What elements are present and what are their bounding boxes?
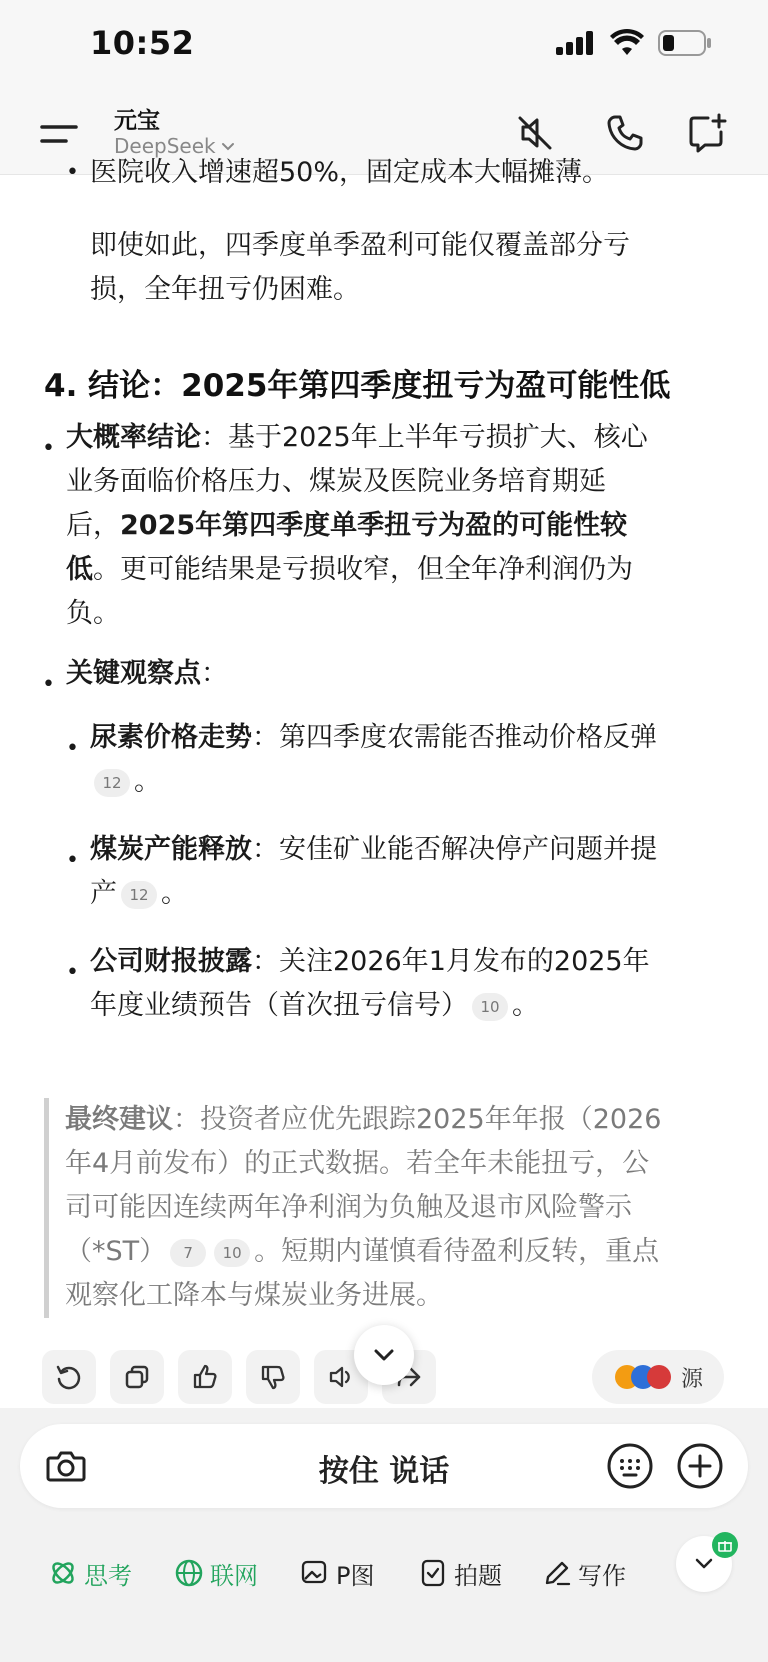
final-text: （*ST） — [65, 1236, 167, 1267]
quote-line — [65, 1098, 735, 1142]
menu-icon — [40, 114, 80, 154]
final-text: ：投资者应优先跟踪2025年年报（2026 — [173, 1104, 662, 1135]
key-point-text: ：第四季度农需能否推动价格反弹 — [252, 722, 657, 753]
battery-icon — [658, 30, 712, 56]
key-point-line — [90, 828, 657, 872]
chevron-down-icon — [371, 1342, 397, 1368]
chevron-down-icon — [692, 1552, 716, 1576]
message-content — [0, 157, 768, 1408]
think-icon — [48, 1558, 78, 1588]
wifi-icon — [610, 30, 644, 56]
menu-button[interactable] — [40, 114, 80, 154]
punct: 。 — [512, 990, 539, 1021]
key-points-label: 关键观察点 — [66, 658, 201, 689]
model-name: DeepSeek — [114, 134, 216, 158]
key-point-line — [90, 716, 657, 760]
tool-writing[interactable] — [542, 1548, 626, 1598]
conclusion-text: 基于2025年上半年亏损扩大、核心 — [228, 422, 648, 453]
conclusion-line — [66, 416, 648, 460]
scroll-to-bottom-button[interactable] — [354, 1325, 414, 1385]
tool-think[interactable] — [48, 1548, 132, 1598]
new-chat-button[interactable] — [684, 110, 730, 156]
status-icons — [556, 30, 712, 56]
colon: ： — [201, 422, 228, 453]
voice-input-bar[interactable] — [20, 1424, 748, 1508]
thumbs-down-icon — [259, 1363, 287, 1391]
conclusion-line — [66, 504, 627, 548]
status-bar — [0, 0, 768, 92]
conclusion-bold: 低 — [66, 554, 93, 585]
image-edit-icon — [300, 1558, 330, 1588]
plus-icon — [676, 1442, 724, 1490]
conclusion-text: 。更可能结果是亏损收窄，但全年净利润仍为 — [93, 554, 633, 585]
conclusion-text: 后， — [66, 510, 120, 541]
final-recommendation-quote — [44, 1098, 739, 1318]
speaker-icon — [327, 1363, 355, 1391]
tool-label: 联网 — [210, 1561, 258, 1590]
citation-badge[interactable]: 10 — [472, 993, 508, 1021]
key-point-line — [90, 940, 650, 984]
pen-icon — [542, 1558, 572, 1588]
key-point-label: 公司财报披露 — [90, 946, 252, 977]
signal-icon — [556, 31, 596, 55]
citation-badge[interactable]: 7 — [170, 1239, 206, 1267]
new-chat-icon — [686, 112, 728, 154]
gift-badge — [712, 1532, 738, 1558]
punct: 。 — [134, 766, 161, 797]
tool-image-edit[interactable] — [300, 1548, 374, 1598]
phone-call-button[interactable] — [602, 110, 648, 156]
dislike-button[interactable] — [246, 1350, 300, 1404]
hold-to-talk-label[interactable]: 按住 说话 — [318, 1454, 450, 1489]
tool-label: 拍题 — [454, 1561, 502, 1590]
sources-button[interactable] — [592, 1350, 724, 1404]
citation-badge[interactable]: 12 — [94, 769, 130, 797]
key-point-label: 煤炭产能释放 — [90, 834, 252, 865]
quote-line: 年4月前发布）的正式数据。若全年未能扭亏，公 — [65, 1148, 650, 1179]
thumbs-up-icon — [191, 1363, 219, 1391]
phone-icon — [605, 113, 645, 153]
status-time: 10:52 — [90, 24, 195, 62]
copy-button[interactable] — [110, 1350, 164, 1404]
bullet-dot: • — [42, 672, 55, 697]
mute-voice-button[interactable] — [512, 110, 558, 156]
key-point-line — [90, 984, 539, 1028]
bullet-dot: • — [66, 848, 79, 873]
citation-badge[interactable]: 12 — [121, 881, 157, 909]
section-heading: 4. 结论：2025年第四季度扭亏为盈可能性低 — [44, 368, 671, 404]
tool-label: 思考 — [84, 1561, 132, 1590]
mute-speaker-icon — [515, 113, 555, 153]
bullet-dot: • — [66, 160, 79, 185]
quote-line: 司可能因连续两年净利润为负触及退市风险警示 — [65, 1192, 632, 1223]
quote-line: 观察化工降本与煤炭业务进展。 — [65, 1280, 443, 1311]
source-logos-icon — [613, 1363, 673, 1391]
gift-icon — [717, 1537, 733, 1553]
refresh-icon — [55, 1363, 83, 1391]
tool-label: P图 — [336, 1561, 375, 1590]
tool-label: 写作 — [578, 1561, 626, 1590]
conclusion-line: 负。 — [66, 598, 120, 629]
globe-icon — [174, 1558, 204, 1588]
final-label: 最终建议 — [65, 1104, 173, 1135]
conclusion-label: 大概率结论 — [66, 422, 201, 453]
chat-title: 元宝 — [114, 108, 160, 134]
conclusion-line: 业务面临价格压力、煤炭及医院业务培育期延 — [66, 466, 606, 497]
paragraph-line: 损，全年扭亏仍困难。 — [90, 274, 360, 305]
bullet-dot: • — [66, 736, 79, 761]
conclusion-bold: 2025年第四季度单季扭亏为盈的可能性较 — [120, 510, 628, 541]
key-point-line — [90, 872, 188, 916]
quote-line — [65, 1230, 735, 1274]
quote-text — [65, 1098, 735, 1318]
tool-photo-question[interactable] — [418, 1548, 502, 1598]
checklist-icon — [418, 1558, 448, 1588]
top-bullet-text: 医院收入增速超50%，固定成本大幅摊薄。 — [90, 157, 610, 188]
conclusion-line — [66, 548, 633, 592]
colon: ： — [201, 658, 228, 689]
key-point-label: 尿素价格走势 — [90, 722, 252, 753]
key-point-text: 产 — [90, 878, 117, 909]
final-text: 。短期内谨慎看待盈利反转，重点 — [254, 1236, 660, 1267]
composer-area — [0, 1408, 768, 1662]
punct: 。 — [161, 878, 188, 909]
regenerate-button[interactable] — [42, 1350, 96, 1404]
add-button[interactable] — [676, 1442, 724, 1490]
like-button[interactable] — [178, 1350, 232, 1404]
sources-label: 源 — [680, 1366, 703, 1392]
keyboard-button[interactable] — [606, 1442, 654, 1490]
copy-icon — [123, 1363, 151, 1391]
bullet-dot: • — [66, 960, 79, 985]
citation-badge[interactable]: 10 — [214, 1239, 250, 1267]
key-point-text: 年度业绩预告（首次扭亏信号） — [90, 990, 468, 1021]
bullet-dot: • — [42, 436, 55, 461]
tool-web-search[interactable] — [174, 1548, 258, 1598]
key-point-text: ：关注2026年1月发布的2025年 — [252, 946, 650, 977]
tool-bar — [0, 1548, 768, 1598]
keyboard-icon — [606, 1442, 654, 1490]
key-points-heading — [66, 652, 228, 696]
key-point-text: ：安佳矿业能否解决停产问题并提 — [252, 834, 657, 865]
key-point-line — [90, 760, 161, 804]
paragraph-line: 即使如此，四季度单季盈利可能仅覆盖部分亏 — [90, 230, 630, 261]
